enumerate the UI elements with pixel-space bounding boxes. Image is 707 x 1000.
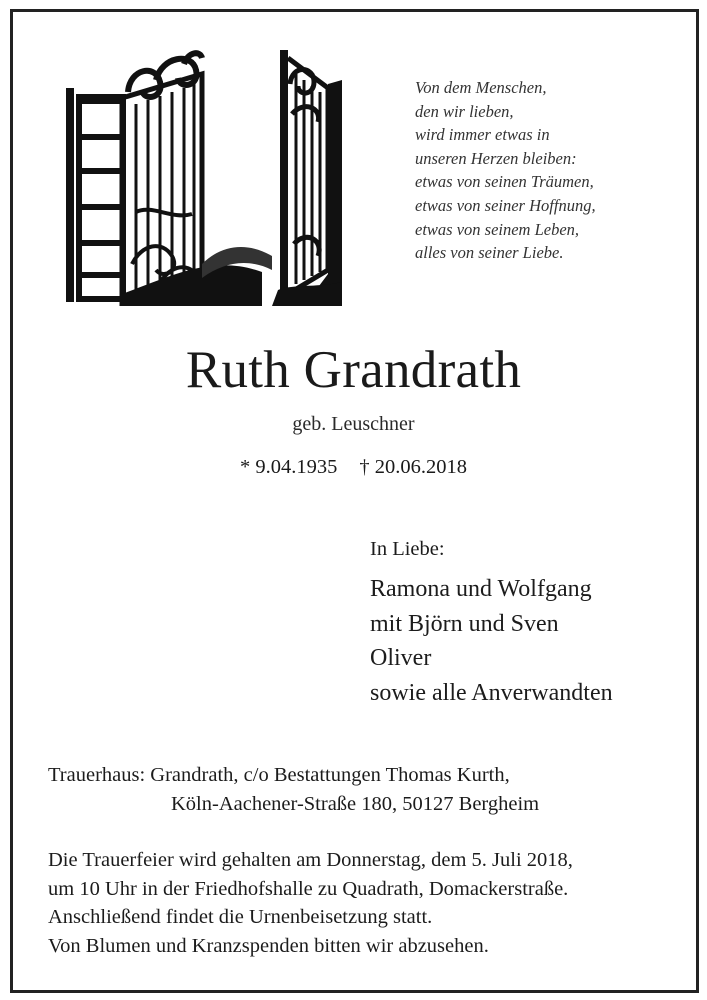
funeral-line: Die Trauerfeier wird gehalten am Donnerstag, dem 5. Juli 2018, — [48, 849, 573, 871]
poem-line: unseren Herzen bleiben: — [415, 148, 577, 168]
death-date: † 20.06.2018 — [359, 456, 467, 478]
birth-date: * 9.04.1935 — [240, 456, 338, 478]
funeral-line: um 10 Uhr in der Friedhofshalle zu Quadrath, Domackerstraße. — [48, 877, 569, 900]
mourner-line: Oliver — [370, 645, 432, 671]
mourner-line: mit Björn und Sven — [370, 610, 559, 637]
deceased-name: Ruth Grandrath — [185, 341, 522, 399]
mourners-list — [370, 572, 613, 710]
maiden-name: geb. Leuschner — [292, 413, 415, 435]
mourning-house-address — [48, 761, 539, 819]
funeral-line: Anschließend findet die Urnenbeisetzung statt. — [48, 906, 433, 928]
poem-line: etwas von seinen Träumen, — [415, 172, 594, 192]
address-line: Köln-Aachener-Straße 180, 50127 Bergheim — [171, 793, 540, 815]
open-gate-icon — [52, 44, 342, 306]
poem-line: etwas von seiner Hoffnung, — [415, 195, 596, 215]
mourner-line: sowie alle Anverwandten — [370, 679, 613, 706]
poem-line: alles von seiner Liebe. — [415, 243, 564, 263]
poem — [415, 76, 685, 265]
poem-line: Von dem Menschen, — [415, 78, 547, 97]
mourners-intro: In Liebe: — [370, 538, 445, 560]
funeral-info — [48, 846, 573, 960]
poem-line: den wir lieben, — [415, 101, 514, 121]
poem-line: etwas von seinem Leben, — [415, 219, 580, 239]
address-line: Trauerhaus: Grandrath, c/o Bestattungen Thomas Kurth, — [48, 764, 510, 786]
poem-line: wird immer etwas in — [415, 125, 550, 145]
life-dates — [0, 456, 707, 479]
mourner-line: Ramona und Wolfgang — [370, 576, 592, 602]
funeral-line: Von Blumen und Kranzspenden bitten wir abzusehen. — [48, 934, 489, 957]
